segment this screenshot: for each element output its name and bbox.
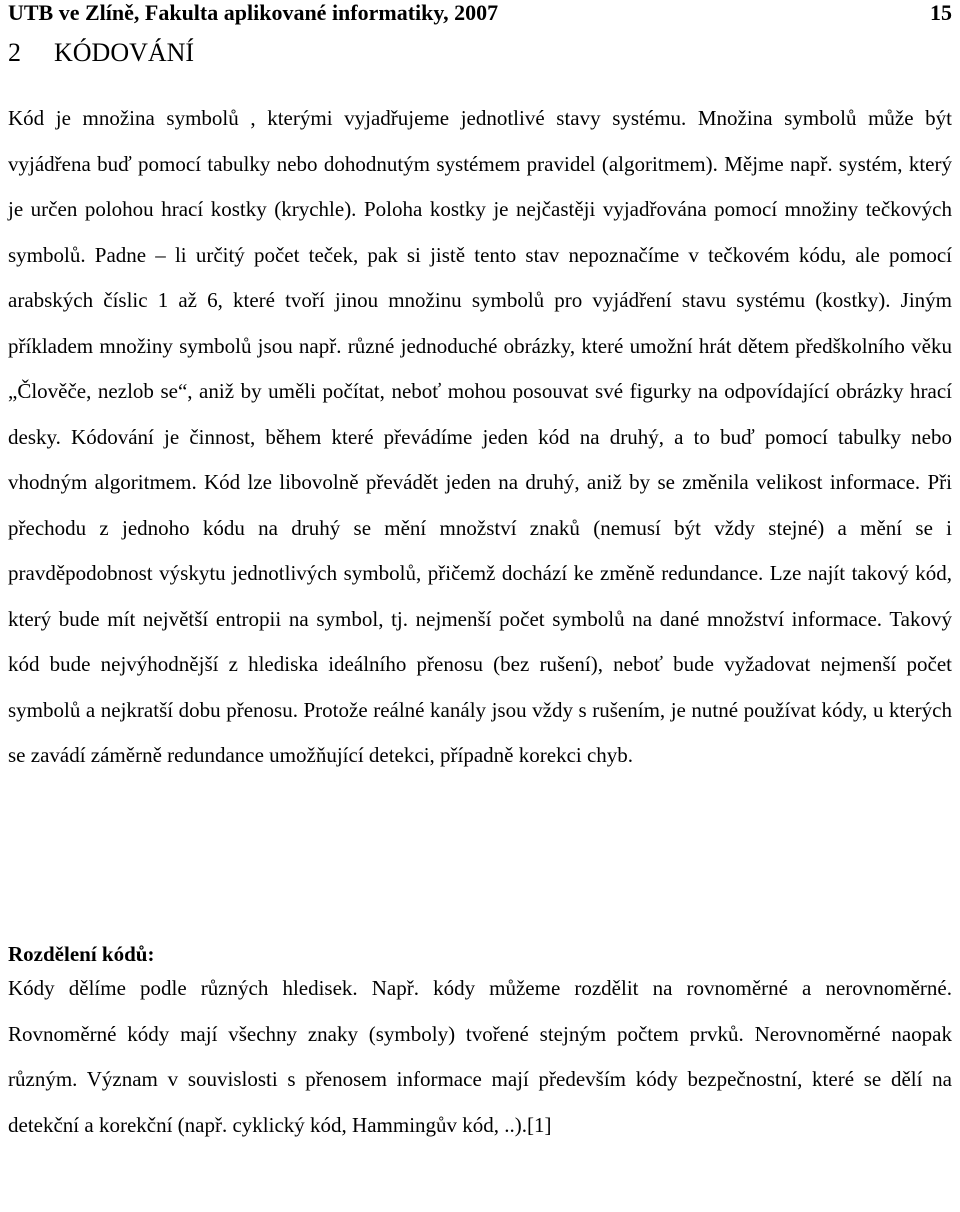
paragraph-second: Kódy dělíme podle různých hledisek. Např. kódy můžeme rozdělit na rovnoměrné a nerovnoměrné. Rovnoměrné kódy mají všechny znaky (symboly) tvořené stejným počtem prvků. Nerovnoměrné naopak různým. Význam v souvislosti s přenosem informace mají především kódy bezpečnostní, které se dělí na detekční a korekční (např. cyklický kód, Hammingův kód, ..).[1] xyxy=(8,976,952,1137)
chapter-title: KÓDOVÁNÍ xyxy=(54,38,195,67)
running-header xyxy=(8,0,952,26)
page-number: 15 xyxy=(930,0,952,25)
header-title: UTB ve Zlíně, Fakulta aplikované informatiky, 2007 xyxy=(8,0,499,25)
chapter-heading xyxy=(8,36,194,70)
chapter-number: 2 xyxy=(8,38,21,67)
section-heading: Rozdělení kódů: xyxy=(8,942,155,966)
paragraph-main: Kód je množina symbolů , kterými vyjadřujeme jednotlivé stavy systému. Množina symbolů může být vyjádřena buď pomocí tabulky nebo dohodnutým systémem pravidel (algoritmem). Mějme např. systém, který je určen polohou hrací kostky (krychle). Poloha kostky je nejčastěji vyjadřována pomocí množiny tečkových symbolů. Padne – li určitý počet teček, pak si jistě tento stav nepoznačíme v tečkovém kódu, ale pomocí arabských číslic 1 až 6, které tvoří jinou množinu symbolů pro vyjádření stavu systému (kostky). Jiným příkladem množiny symbolů jsou např. různé jednoduché obrázky, které umožní hrát dětem předškolního věku „Člověče, nezlob se“, aniž by uměli počítat, neboť mohou posouvat své figurky na odpovídající obrázky hrací desky. Kódování je činnost, během které převádíme jeden kód na druhý, a to buď pomocí tabulky nebo vhodným algoritmem. Kód lze libovolně převádět jeden na druhý, aniž by se změnila velikost informace. Při přechodu z jednoho kódu na druhý se mění množství znaků (nemusí být vždy stejné) a mění se i pravděpodobnost výskytu jednotlivých symbolů, přičemž dochází ke změně redundance. Lze najít takový kód, který bude mít největší entropii na symbol, tj. nejmenší počet symbolů na dané množství informace. Takový kód bude nejvýhodnější z hlediska ideálního přenosu (bez rušení), neboť bude vyžadovat nejmenší počet symbolů a nejkratší dobu přenosu. Protože reálné kanály jsou vždy s rušením, je nutné používat kódy, u kterých se zavádí záměrně redundance umožňující detekci, případně korekci chyb. xyxy=(8,106,952,767)
